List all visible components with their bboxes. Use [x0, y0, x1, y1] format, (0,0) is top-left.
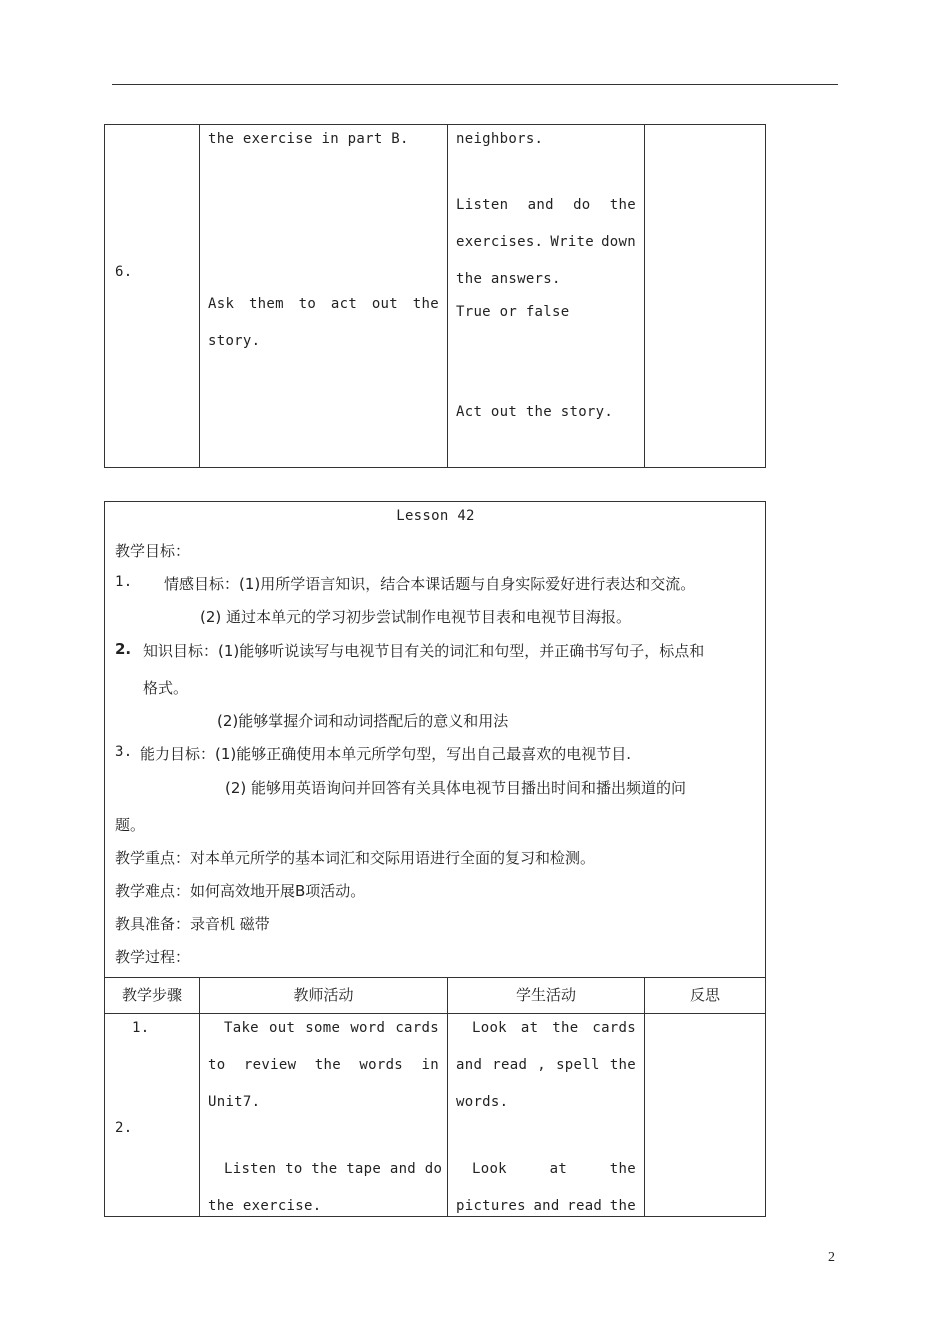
word: exercises. [456, 234, 544, 250]
word: down [601, 234, 636, 250]
header-label: 教师活动 [293, 986, 354, 1004]
word: word [350, 1020, 386, 1036]
objective-2-number: 2. [115, 640, 132, 658]
word: Listen [456, 197, 509, 213]
word: to [298, 296, 317, 312]
objectives-heading: 教学目标： [115, 542, 191, 560]
header-steps [105, 978, 200, 1014]
word: some [305, 1020, 341, 1036]
teacher-activity-cell [200, 125, 448, 468]
step-cell [105, 1014, 200, 1217]
teacher-line [224, 1020, 439, 1036]
student-answers: the answers. [456, 271, 561, 287]
teacher-line: the exercise. [208, 1198, 322, 1214]
word: Take [224, 1020, 259, 1036]
word: Look [472, 1020, 507, 1036]
objective-2-sub: (2)能够掌握介词和动词搭配后的意义和用法 [217, 712, 509, 730]
word: the [609, 1161, 636, 1177]
header-reflection [645, 978, 766, 1014]
student-line [472, 1020, 636, 1036]
word: the [609, 197, 636, 213]
word: and [533, 1198, 560, 1214]
word: the [552, 1020, 579, 1036]
continuation-table [104, 124, 766, 468]
objective-2-cont: 格式。 [143, 679, 189, 697]
step-number: 6. [115, 264, 133, 280]
word: review [243, 1057, 297, 1073]
student-line [472, 1161, 636, 1177]
word: and [456, 1057, 483, 1073]
teacher-story: story. [208, 333, 261, 349]
word: pictures [456, 1198, 526, 1214]
objective-1: 情感目标：(1)用所学语言知识，结合本课话题与自身实际爱好进行表达和交流。 [164, 575, 696, 593]
teacher-activity-cell [200, 1014, 448, 1217]
word: the [412, 296, 439, 312]
objective-2: 知识目标：(1)能够听说读写与电视节目有关的词汇和句型，并正确书写句子，标点和 [143, 642, 705, 660]
word: out [371, 296, 399, 312]
word: the [314, 1057, 341, 1073]
objective-3-number: 3. [115, 744, 133, 760]
teacher-line: the exercise in part B. [208, 131, 409, 147]
word: words [359, 1057, 404, 1073]
student-line: words. [456, 1094, 509, 1110]
page-number: 2 [828, 1250, 835, 1265]
process-heading: 教学过程： [115, 948, 191, 966]
header-label: 学生活动 [515, 986, 576, 1004]
teacher-line [208, 1057, 439, 1073]
lesson-table [104, 501, 766, 1217]
student-line [456, 1057, 636, 1073]
word: and [527, 197, 554, 213]
teacher-line: Unit7. [208, 1094, 261, 1110]
objective-3: 能力目标：(1)能够正确使用本单元所学句型，写出自己最喜欢的电视节目. [140, 745, 632, 763]
step-cell [105, 125, 200, 468]
word: the [609, 1198, 636, 1214]
teacher-ask-line [208, 296, 439, 312]
word: Write [550, 234, 595, 250]
lesson-plan-cell [105, 502, 766, 978]
word: at [520, 1020, 539, 1036]
header-teacher [200, 978, 448, 1014]
word: read [567, 1198, 603, 1214]
student-activity-cell [448, 125, 645, 468]
word: cards [592, 1020, 636, 1036]
objective-1-sub: (2) 通过本单元的学习初步尝试制作电视节目表和电视节目海报。 [200, 608, 632, 626]
word: spell [556, 1057, 600, 1073]
materials: 教具准备：录音机 磁带 [115, 915, 270, 933]
word: read [492, 1057, 528, 1073]
header-rule [112, 84, 838, 85]
step-number: 1. [132, 1020, 150, 1036]
word: in [421, 1057, 439, 1073]
step-number: 2. [115, 1120, 133, 1136]
student-true-false: True or false [456, 304, 570, 320]
word: the [609, 1057, 636, 1073]
objective-3-sub: (2) 能够用英语询问并回答有关具体电视节目播出时间和播出频道的问 [225, 779, 687, 797]
teacher-line: Listen to the tape and do [224, 1161, 443, 1177]
student-line: neighbors. [456, 131, 544, 147]
word: them [248, 296, 284, 312]
reflection-cell [645, 125, 766, 468]
student-activity-cell [448, 1014, 645, 1217]
header-label: 反思 [689, 986, 720, 1004]
word: Ask [208, 296, 235, 312]
word: to [208, 1057, 226, 1073]
lesson-title: Lesson 42 [396, 508, 475, 524]
difficulties: 教学难点：如何高效地开展B项活动。 [115, 882, 366, 900]
word: out [269, 1020, 296, 1036]
word: do [573, 197, 591, 213]
student-listen-line [456, 197, 636, 213]
header-student [448, 978, 645, 1014]
word: act [330, 296, 358, 312]
word: Look [472, 1161, 507, 1177]
word: , [537, 1057, 546, 1073]
student-act-out: Act out the story. [456, 404, 614, 420]
word: at [549, 1161, 568, 1177]
student-exercises-line [456, 234, 636, 250]
header-label: 教学步骤 [121, 986, 182, 1004]
key-points: 教学重点：对本单元所学的基本词汇和交际用语进行全面的复习和检测。 [115, 849, 596, 867]
word: cards [395, 1020, 439, 1036]
objective-3-cont: 题。 [115, 816, 146, 834]
objective-1-number: 1. [115, 574, 133, 590]
student-line [456, 1198, 636, 1214]
reflection-cell [645, 1014, 766, 1217]
